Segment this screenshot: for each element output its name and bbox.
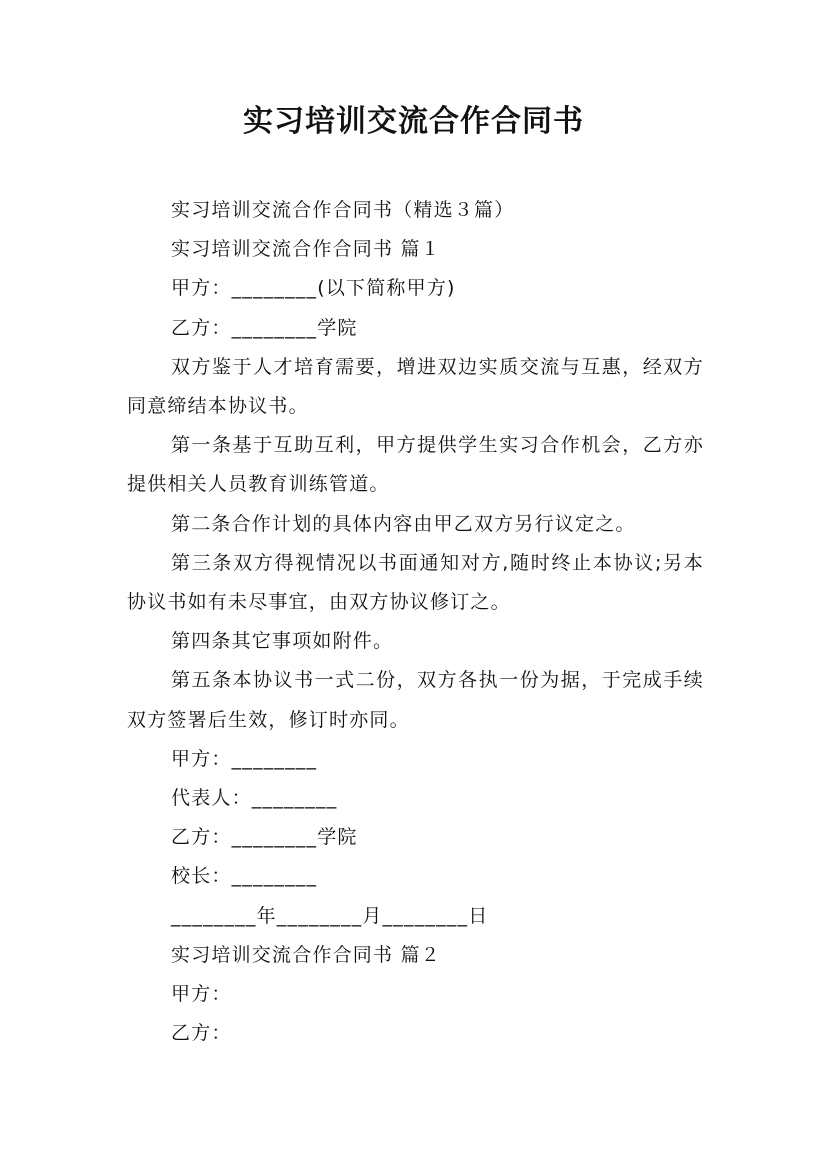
paragraph-party-b: 乙方：________学院 (171, 316, 358, 339)
document-body (127, 191, 704, 1053)
paragraph-section-1-heading: 实习培训交流合作合同书 篇１ (171, 238, 441, 261)
paragraph-preamble: 双方鉴于人才培育需要，增进双边实质交流与互惠，经双方同意缔结本协议书。 (127, 355, 704, 418)
paragraph-article-2: 第二条合作计划的具体内容由甲乙双方另行议定之。 (171, 512, 636, 535)
paragraph-section-2-party-a: 甲方： (171, 983, 232, 1006)
paragraph-article-5: 第五条本协议书一式二份，双方各执一份为据，于完成手续双方签署后生效，修订时亦同。 (127, 669, 704, 731)
signature-party-a: 甲方：________ (171, 747, 318, 770)
paragraph-article-1: 第一条基于互助互利，甲方提供学生实习合作机会，乙方亦提供相关人员教育训练管道。 (127, 434, 704, 496)
signature-representative: 代表人：________ (171, 787, 338, 810)
signature-date: ________年________月________日 (171, 904, 489, 927)
paragraph-section-2-heading: 实习培训交流合作合同书 篇２ (171, 943, 441, 966)
paragraph-article-3: 第三条双方得视情况以书面通知对方,随时终止本协议;另本协议书如有未尽事宜，由双方协议修订之。 (127, 551, 704, 614)
paragraph-party-a: 甲方：________(以下简称甲方) (171, 277, 456, 300)
signature-party-b: 乙方：________学院 (171, 826, 358, 849)
paragraph-subtitle: 实习培训交流合作合同书（精选３篇） (171, 199, 515, 221)
signature-principal: 校长：________ (171, 865, 318, 888)
paragraph-article-4: 第四条其它事项如附件。 (171, 630, 394, 653)
document-title: 实习培训交流合作合同书 (243, 104, 584, 139)
paragraph-section-2-party-b: 乙方： (171, 1022, 232, 1045)
